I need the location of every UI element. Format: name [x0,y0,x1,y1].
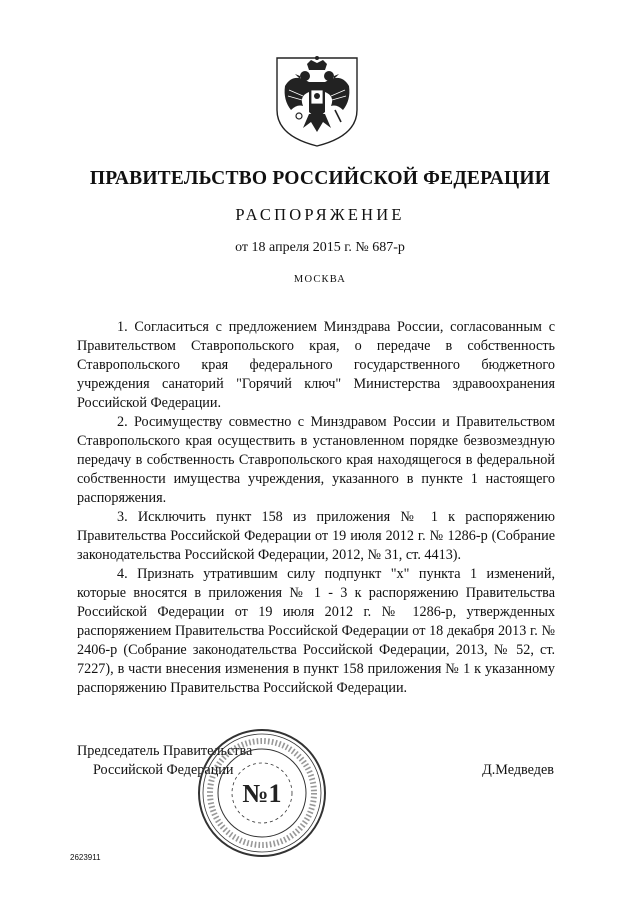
signer-role-line2: Российской Федерации [93,762,234,778]
government-title: ПРАВИТЕЛЬСТВО РОССИЙСКОЙ ФЕДЕРАЦИИ [89,168,551,189]
seal-number: №1 [242,779,282,808]
paragraph-1: 1. Согласиться с предложением Минздрава России, согласованным с Правительством Ставропольского края, о передаче в собственность Ставропольского края федерального государственного бюджетного учреждения санаторий "Горячий ключ" Министерства здравоохранения Российской Федерации. [77,319,555,411]
document-code: 2623911 [70,853,101,862]
coat-of-arms-icon [269,52,365,150]
document-type: РАСПОРЯЖЕНИЕ [235,205,405,224]
official-seal-icon [196,727,328,859]
paragraph-2: 2. Росимуществу совместно с Минздравом России и Правительством Ставропольского края осуществить в установленном порядке безвозмездную передачу в собственность Ставропольского края находящегося в федеральной собственности имущества учреждения, указанного в пункте 1 настоящего распоряжения. [77,414,555,506]
signer-role-line1: Председатель Правительства [77,743,253,759]
document-body [77,318,555,698]
paragraph-3: 3. Исключить пункт 158 из приложения № 1 к распоряжению Правительства Российской Федерации от 19 июля 2012 г. № 1286-р (Собрание законодательства Российской Федерации, 2012, № 31, ст. 4413). [77,509,555,563]
paragraph-4: 4. Признать утратившим силу подпункт "х" пункта 1 изменений, которые вносятся в приложения № 1 - 3 к распоряжению Правительства Российской Федерации от 19 июля 2012 г. № 1286-р, утвержденных распоряжением Правительства Российской Федерации от 18 декабря 2013 г. № 2406-р (Собрание законодательства Российской Федерации, 2013, № 52, ст. 7227), в части внесения изменения в пункт 158 приложения № 1 к указанному распоряжению Правительства Российской Федерации. [77,566,555,696]
document-date-number: от 18 апреля 2015 г. № 687-р [235,240,405,255]
document-city: МОСКВА [293,274,347,285]
signer-name: Д.Медведев [482,762,554,778]
